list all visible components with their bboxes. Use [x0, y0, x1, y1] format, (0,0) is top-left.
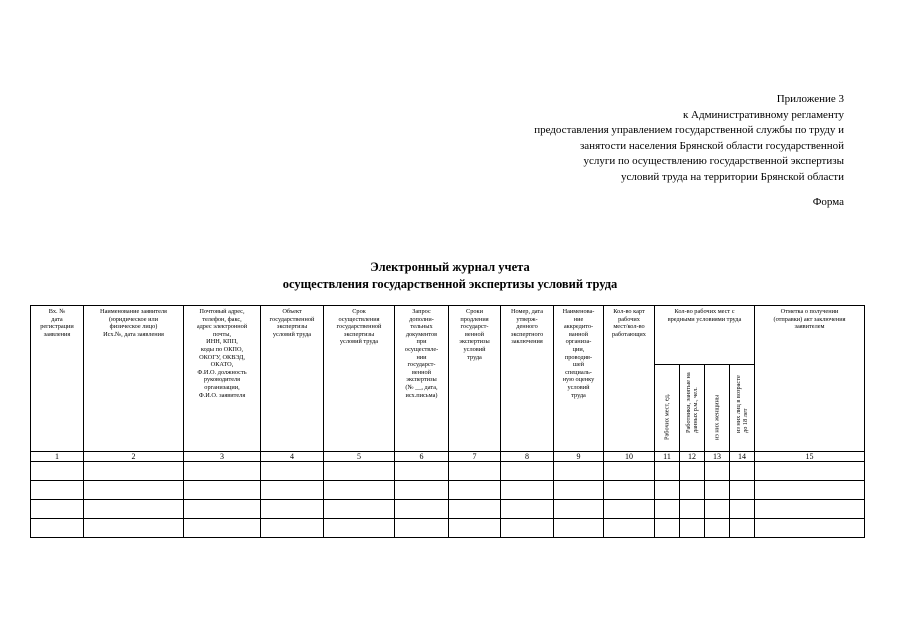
- column-number: 15: [755, 452, 865, 462]
- table-cell[interactable]: [184, 462, 261, 481]
- appendix-block: [440, 92, 844, 185]
- table-cell[interactable]: [84, 462, 184, 481]
- column-header: [261, 306, 324, 452]
- header-text-line: из них лиц в возрасте: [734, 374, 742, 433]
- table-row: [31, 481, 865, 500]
- table-cell[interactable]: [655, 481, 680, 500]
- header-text-line: дополни-: [409, 315, 434, 323]
- header-text-line: Отметка о получении: [780, 308, 839, 315]
- header-text-line: условий труда: [272, 330, 312, 338]
- sub-column-header: [655, 365, 680, 452]
- header-text-line: тельных: [410, 323, 433, 331]
- table-cell[interactable]: [31, 481, 84, 500]
- appendix-line: услуги по осуществлению государственной экспертизы: [583, 155, 844, 167]
- table-cell[interactable]: [84, 481, 184, 500]
- table-cell[interactable]: [501, 462, 554, 481]
- table-cell[interactable]: [31, 519, 84, 538]
- header-text-line: Кол-во рабочих мест с: [674, 308, 735, 315]
- header-text-line: ИНН, КПП,: [206, 338, 238, 346]
- vertical-header-text: [663, 393, 670, 439]
- header-row: [31, 306, 865, 365]
- header-text-line: заключения: [511, 338, 543, 346]
- table-cell[interactable]: [680, 462, 705, 481]
- column-header: [184, 306, 261, 452]
- header-text-line: Запрос: [412, 308, 431, 315]
- appendix-line: занятости населения Брянской области государственной: [579, 139, 844, 152]
- header-text-line: Срок: [352, 308, 366, 315]
- column-number: 5: [324, 452, 395, 462]
- table-cell[interactable]: [324, 519, 395, 538]
- column-header: [501, 306, 554, 452]
- table-cell[interactable]: [324, 481, 395, 500]
- header-text-line: данных р.м., чел.: [692, 386, 699, 433]
- header-text-line: (№ __, дата,: [405, 383, 438, 391]
- table-cell[interactable]: [755, 481, 865, 500]
- header-text-line: регистрации: [40, 323, 74, 331]
- header-text-line: телефон, факс,: [202, 315, 242, 323]
- column-header: [604, 306, 655, 452]
- table-cell[interactable]: [604, 481, 655, 500]
- header-text-line: венной: [412, 368, 431, 376]
- header-text-line: экспертизы: [276, 323, 308, 331]
- column-number: 12: [680, 452, 705, 462]
- header-text-line: Кол-во карт: [613, 308, 645, 315]
- table-cell[interactable]: [84, 500, 184, 519]
- header-text-line: осуществле-: [404, 345, 439, 353]
- header-text-line: коды по ОКПО,: [200, 345, 244, 353]
- table-cell[interactable]: [261, 519, 324, 538]
- header-text-line: ции,: [572, 345, 585, 353]
- header-text-line: почты,: [212, 330, 232, 338]
- header-text-line: (юридическое или: [108, 315, 159, 323]
- header-text-line: Номер, дата: [510, 308, 544, 315]
- header-text-line: нии: [416, 353, 427, 361]
- table-cell[interactable]: [554, 462, 604, 481]
- header-text-line: исх.письма): [405, 391, 438, 399]
- header-text-line: Наименова-: [562, 308, 595, 315]
- header-text-line: физическое лицо): [109, 323, 158, 331]
- column-number-row: [31, 452, 865, 462]
- group-header-harmful-conditions: [655, 306, 755, 365]
- table-cell[interactable]: [655, 462, 680, 481]
- header-text-line: денного: [516, 323, 538, 331]
- table-cell[interactable]: [449, 500, 501, 519]
- table-cell[interactable]: [680, 481, 705, 500]
- header-text-line: труда: [571, 391, 586, 399]
- header-text-line: Ф.И.О. должность: [197, 368, 247, 376]
- table-cell[interactable]: [31, 500, 84, 519]
- table-cell[interactable]: [655, 519, 680, 538]
- sub-column-header: [680, 365, 705, 452]
- table-cell[interactable]: [261, 500, 324, 519]
- header-text-line: условий: [463, 345, 486, 353]
- table-cell[interactable]: [184, 500, 261, 519]
- table-cell[interactable]: [184, 481, 261, 500]
- column-header: [31, 306, 84, 452]
- header-text-line: Вх. №: [48, 308, 66, 315]
- table-cell[interactable]: [755, 519, 865, 538]
- sub-column-header: [730, 365, 755, 452]
- header-text-line: мест/кол-во: [613, 323, 645, 331]
- table-cell[interactable]: [705, 500, 730, 519]
- vertical-header-text: [735, 375, 749, 433]
- header-text-line: продления: [460, 315, 489, 323]
- header-text-line: организа-: [565, 338, 592, 346]
- header-text-line: документов: [405, 330, 438, 338]
- column-header: [84, 306, 184, 452]
- table-cell[interactable]: [324, 462, 395, 481]
- form-label: Форма: [812, 196, 844, 208]
- vertical-header-text: [713, 395, 720, 440]
- header-text-line: Ф.И.О. заявителя: [198, 391, 246, 399]
- header-text-line: экспертного: [510, 330, 544, 338]
- table-cell[interactable]: [261, 481, 324, 500]
- table-cell[interactable]: [449, 519, 501, 538]
- header-text-line: рабочих: [618, 315, 640, 323]
- header-text-line: ную оценку: [562, 376, 595, 384]
- column-number: 4: [261, 452, 324, 462]
- title-line-2: осуществления государственной экспертизы условий труда: [282, 277, 618, 291]
- column-number: 8: [501, 452, 554, 462]
- table-cell[interactable]: [395, 519, 449, 538]
- column-number: 10: [604, 452, 655, 462]
- table-cell[interactable]: [655, 500, 680, 519]
- table-cell[interactable]: [730, 481, 755, 500]
- table-cell[interactable]: [501, 500, 554, 519]
- column-number: 1: [31, 452, 84, 462]
- header-text-line: ние: [573, 315, 584, 323]
- journal-table: [30, 305, 865, 538]
- header-text-line: ОКОГУ, ОКВЭД,: [199, 353, 245, 361]
- header-text-line: адрес электронной: [196, 323, 248, 331]
- table-cell[interactable]: [680, 519, 705, 538]
- header-text-line: экспертизы: [459, 338, 490, 346]
- header-text-line: Работники, занятые на: [684, 371, 692, 433]
- table-cell[interactable]: [395, 500, 449, 519]
- header-text-line: Сроки: [466, 308, 483, 315]
- header-text-line: организации,: [204, 383, 240, 391]
- column-header: [554, 306, 604, 452]
- table-cell[interactable]: [604, 462, 655, 481]
- table-row: [31, 462, 865, 481]
- header-text-line: Объект: [282, 308, 302, 315]
- column-number: 9: [554, 452, 604, 462]
- table-cell[interactable]: [755, 500, 865, 519]
- header-text-line: из них женщины: [713, 394, 721, 440]
- table-cell[interactable]: [604, 519, 655, 538]
- table-cell[interactable]: [755, 462, 865, 481]
- header-text-line: заявления: [43, 330, 71, 338]
- header-text-line: государственной: [269, 315, 315, 323]
- header-text-line: условий: [567, 383, 590, 391]
- header-text-line: вредными условиями труда: [667, 315, 742, 323]
- table-row: [31, 519, 865, 538]
- column-number: 13: [705, 452, 730, 462]
- column-number: 2: [84, 452, 184, 462]
- column-header-receipt-mark: [755, 306, 865, 452]
- vertical-header-text: [685, 372, 699, 433]
- table-cell[interactable]: [395, 481, 449, 500]
- table-cell[interactable]: [730, 500, 755, 519]
- table-cell[interactable]: [395, 462, 449, 481]
- header-text-line: заявителем: [794, 323, 825, 331]
- header-text-line: ОКАТО,: [210, 361, 234, 369]
- table-cell[interactable]: [31, 462, 84, 481]
- table-cell[interactable]: [705, 519, 730, 538]
- header-text-line: Почтовый адрес,: [199, 308, 245, 315]
- table-cell[interactable]: [554, 519, 604, 538]
- column-number: 6: [395, 452, 449, 462]
- table-cell[interactable]: [705, 481, 730, 500]
- table-cell[interactable]: [449, 481, 501, 500]
- header-text-line: при: [416, 338, 427, 346]
- header-text-line: Наименование заявителя: [100, 308, 167, 315]
- appendix-line: условий труда на территории Брянской области: [620, 170, 844, 183]
- table-cell[interactable]: [84, 519, 184, 538]
- header-text-line: утверж-: [516, 315, 538, 323]
- table-cell[interactable]: [501, 481, 554, 500]
- header-text-line: аккредито-: [563, 323, 594, 331]
- header-text-line: проводив-: [564, 353, 593, 361]
- header-text-line: шей: [572, 361, 584, 369]
- header-text-line: осуществления: [338, 315, 380, 323]
- header-text-line: работающих: [612, 330, 646, 338]
- header-text-line: до 18 лет: [742, 408, 749, 433]
- table-row: [31, 500, 865, 519]
- column-number: 14: [730, 452, 755, 462]
- appendix-line: к Административному регламенту: [682, 108, 844, 121]
- column-header: [395, 306, 449, 452]
- table-cell[interactable]: [554, 500, 604, 519]
- column-header: [449, 306, 501, 452]
- table-cell[interactable]: [324, 500, 395, 519]
- table-cell[interactable]: [501, 519, 554, 538]
- header-text-line: государст-: [407, 361, 436, 369]
- header-text-line: Рабочих мест, ед.: [663, 393, 671, 440]
- header-text-line: дата: [51, 315, 63, 323]
- column-number: 11: [655, 452, 680, 462]
- header-text-line: экспертизы: [406, 376, 437, 384]
- column-header: [324, 306, 395, 452]
- column-number: 7: [449, 452, 501, 462]
- header-text-line: условий труда: [339, 338, 379, 346]
- header-text-line: венной: [465, 330, 484, 338]
- appendix-line: предоставления управлением государственной службы по труду и: [534, 124, 844, 136]
- table-cell[interactable]: [554, 481, 604, 500]
- table-cell[interactable]: [680, 500, 705, 519]
- header-text-line: государст-: [460, 323, 489, 331]
- document-title: [150, 259, 750, 293]
- header-text-line: экспертизы: [343, 330, 375, 338]
- table-cell[interactable]: [449, 462, 501, 481]
- header-text-line: специаль-: [565, 368, 592, 376]
- header-text-line: (отправки) акт заключения: [773, 315, 846, 323]
- table-cell[interactable]: [730, 519, 755, 538]
- header-text-line: руководителя: [203, 376, 241, 384]
- table-cell[interactable]: [705, 462, 730, 481]
- header-text-line: Исх.№, дата заявления: [103, 330, 164, 338]
- appendix-line: Приложение 3: [776, 93, 844, 105]
- table-cell[interactable]: [604, 500, 655, 519]
- title-line-1: Электронный журнал учета: [370, 260, 530, 274]
- column-number: 3: [184, 452, 261, 462]
- header-text-line: ванной: [569, 330, 588, 338]
- table-cell[interactable]: [261, 462, 324, 481]
- table-cell[interactable]: [184, 519, 261, 538]
- sub-column-header: [705, 365, 730, 452]
- table-cell[interactable]: [730, 462, 755, 481]
- header-text-line: труда: [467, 353, 482, 361]
- header-text-line: государственной: [336, 323, 382, 331]
